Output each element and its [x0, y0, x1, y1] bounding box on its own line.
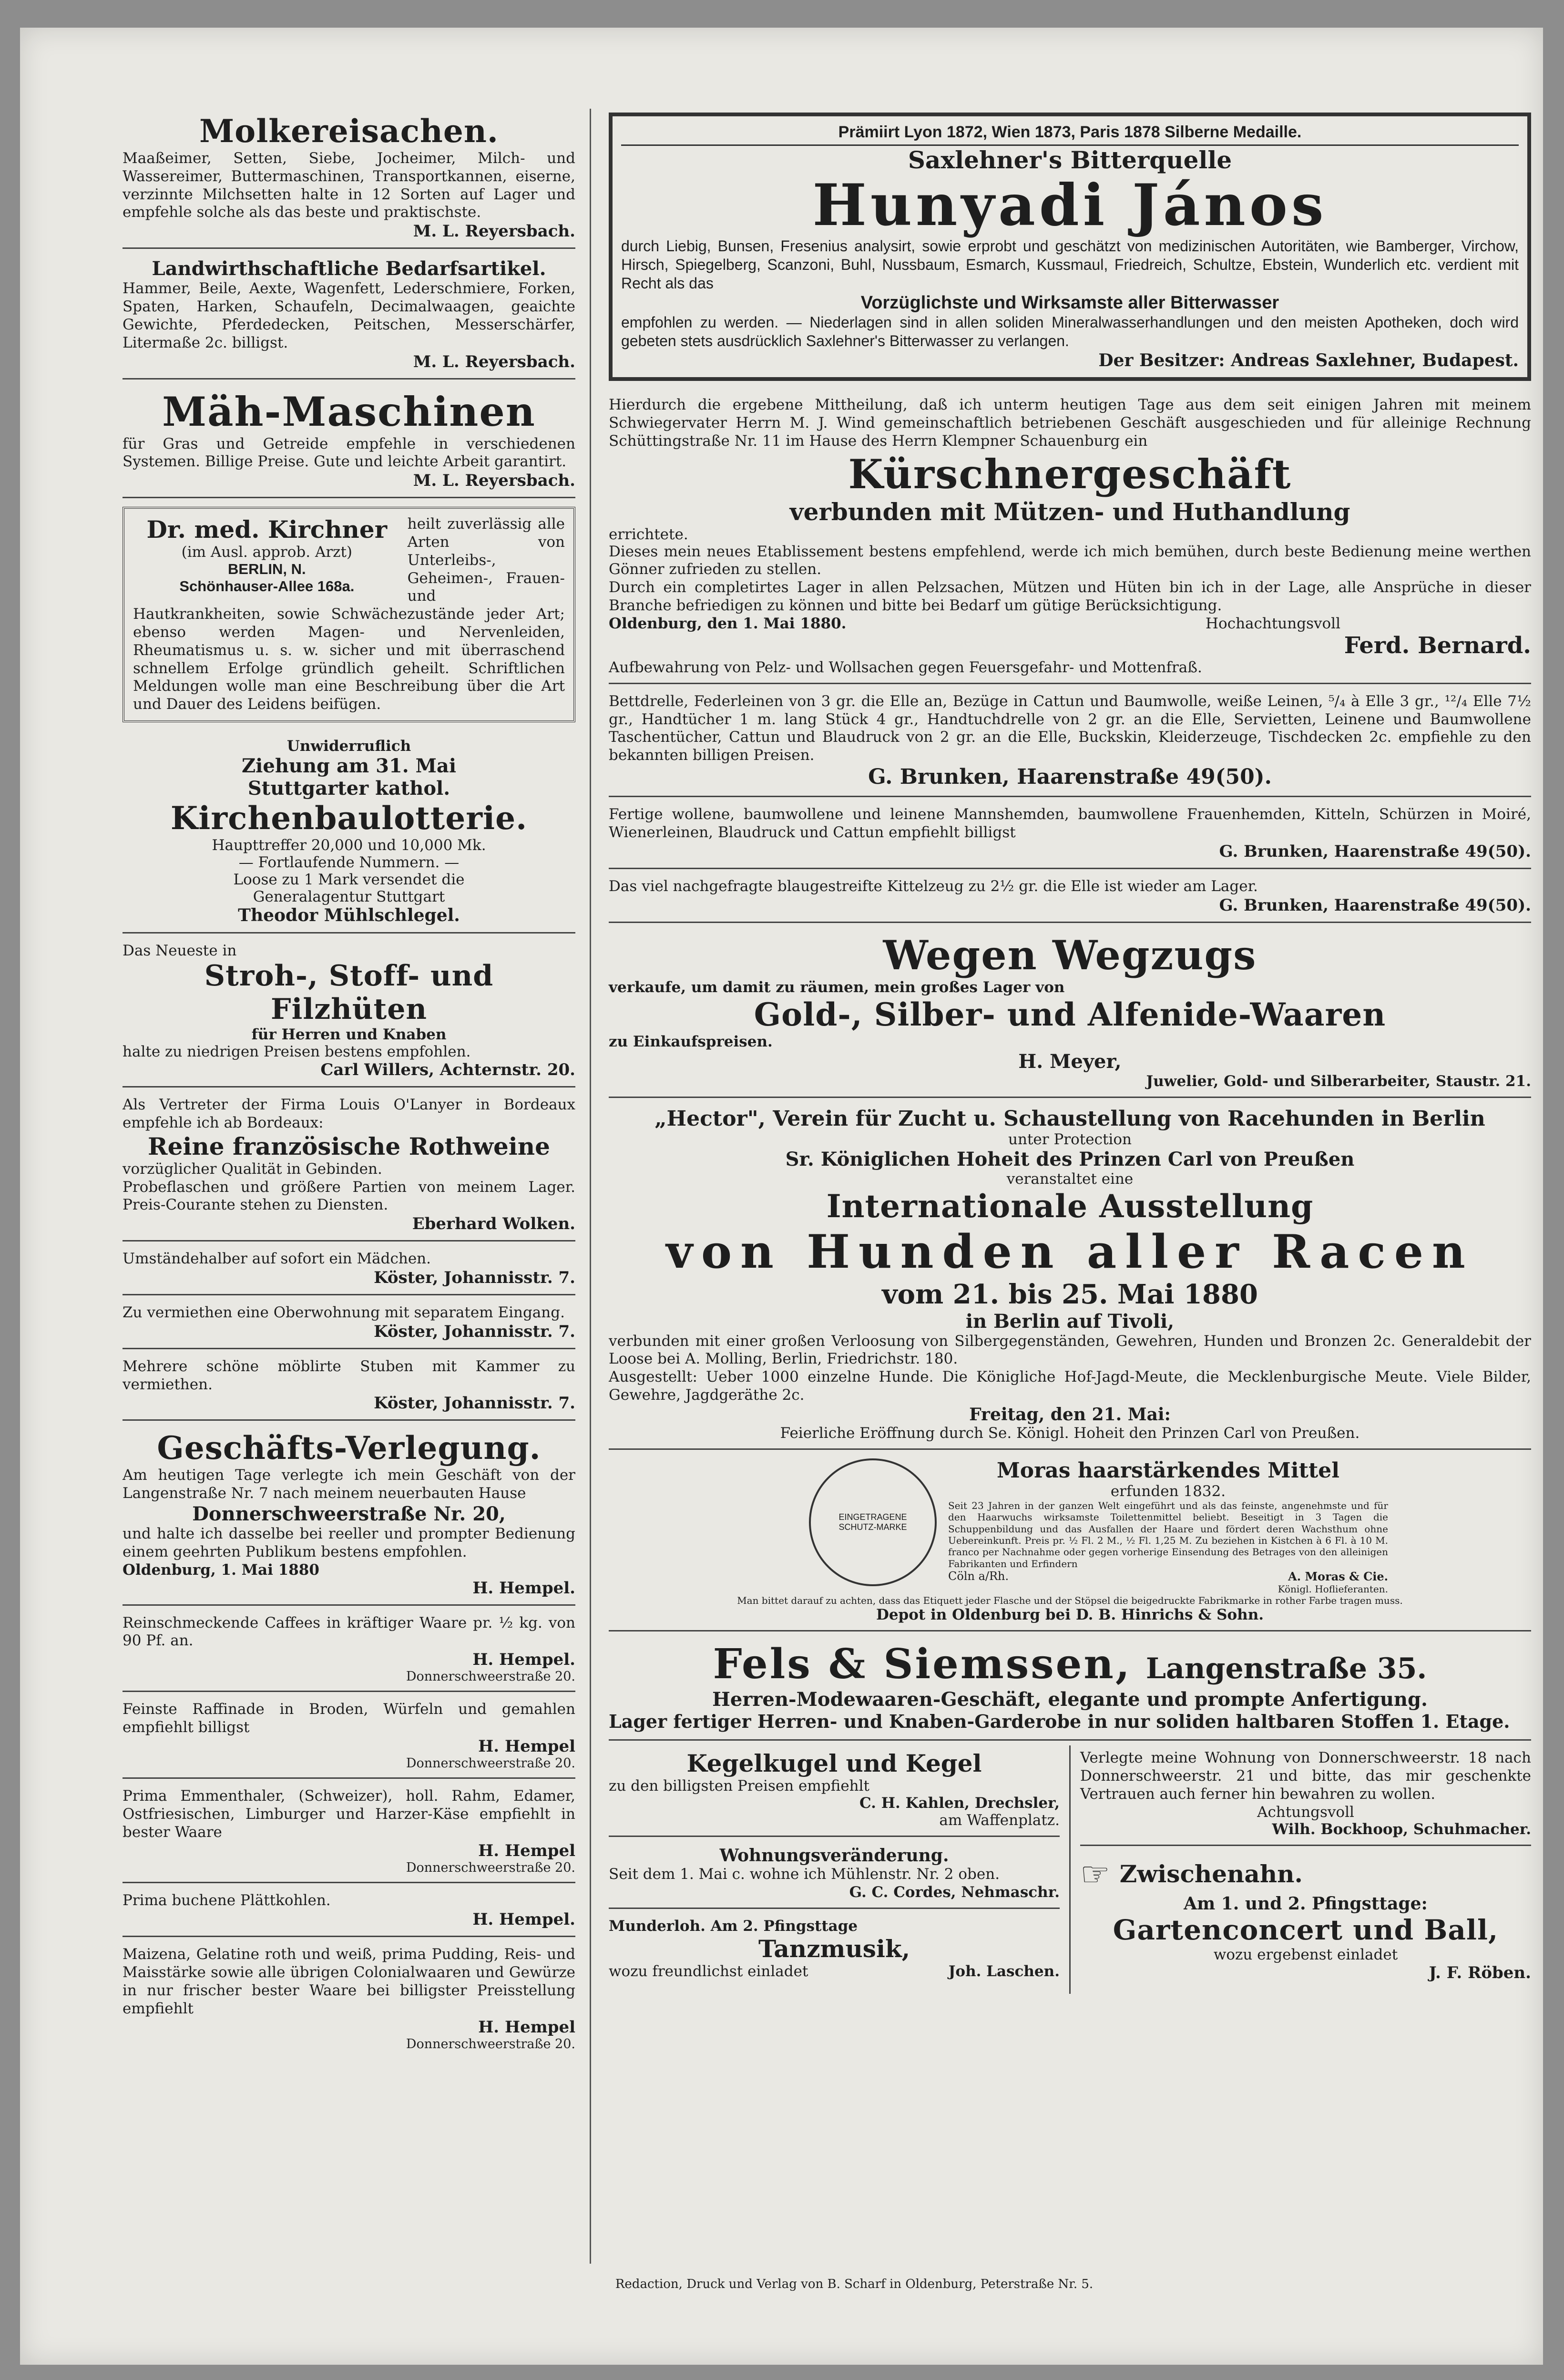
ad-title: Wohnungsveränderung.	[719, 1846, 949, 1866]
ad-line: verbunden mit einer großen Verloosung von Silbergegenständen, Gewehren, Hunden und Bronzen 2c. Generaldebit der Loose bei A. Molling, Berlin, Friedrichstr. 180.	[609, 1332, 1531, 1368]
ad-plaettkohlen	[123, 1888, 575, 1937]
ad-title: Landwirthschaftliche Bedarfsartikel.	[152, 257, 546, 280]
ad-address: am Waffenplatz.	[939, 1812, 1060, 1829]
ad-title: Zwischenahn.	[1119, 1860, 1303, 1888]
ad-signature: G. C. Cordes, Nehmaschr.	[849, 1884, 1060, 1901]
ad-name: H. Meyer,	[1018, 1050, 1122, 1073]
ad-kuerschner	[609, 392, 1531, 684]
ad-signature: M. L. Reyersbach.	[413, 471, 575, 491]
ad-line: Hierdurch die ergebene Mittheilung, daß ich unterm heutigen Tage aus dem seit einigen Jahren mit meinem Schwiegervater Herrn M. J. Wind gemeinschaftlich betriebenen Geschäft ausgeschieden und für alleinige Rechnung Schüttingstraße Nr. 11 im Hause des Herrn Klempner Schauenburg ein	[609, 396, 1531, 450]
ad-body: für Gras und Getreide empfehle in verschiedenen Systemen. Billige Preise. Gute und leichte Arbeit garantirt.	[123, 435, 575, 471]
ad-address: Donnerschweerstraße 20.	[406, 1755, 575, 1771]
ad-signature: M. L. Reyersbach.	[413, 352, 575, 371]
ad-line: Lager fertiger Herren- und Knaben-Garderobe in nur soliden haltbaren Stoffen 1. Etage.	[609, 1711, 1510, 1733]
ad-rothweine	[123, 1092, 575, 1241]
hunyadi-body: durch Liebig, Bunsen, Fresenius analysirt, sowie erprobt und geschätzt von medizinischen Autoritäten, wie Bamberger, Virchow, Hirsch, Spiegelberg, Scanzoni, Buhl, Nussbaum, Esmarch, Kussmaul, Friedreich, Schultze, Ebstein, Wunderlich etc. verdient mit Recht als das	[621, 237, 1519, 292]
lot-line: — Fortlaufende Nummern. —	[238, 854, 460, 872]
ad-line: veranstaltet eine	[1006, 1170, 1134, 1188]
ad-hute	[123, 938, 575, 1087]
ad-maizena	[123, 1942, 575, 2058]
ad-line: Das viel nachgefragte blaugestreifte Kittelzeug zu 2½ gr. die Elle ist wieder am Lager.	[609, 877, 1258, 895]
ad-kaese	[123, 1784, 575, 1883]
ad-address: Langenstraße 35.	[1145, 1652, 1427, 1686]
ad-kegel	[609, 1745, 1060, 1837]
column-divider	[590, 109, 591, 2264]
page-footer: Redaction, Druck und Verlag von B. Scharf in Oldenburg, Peterstraße Nr. 5.	[615, 2277, 1094, 2291]
moras-firm: A. Moras & Cie.	[1288, 1570, 1388, 1584]
moras-depot: Depot in Oldenburg bei D. B. Hinrichs & Sohn.	[876, 1606, 1264, 1624]
ad-signature: H. Hempel.	[472, 1578, 575, 1598]
ad-maeh-maschinen	[123, 384, 575, 499]
lot-line: Ziehung am 31. Mai	[241, 755, 457, 778]
ad-location: in Berlin auf Tivoli,	[965, 1310, 1175, 1333]
ad-line: Internationale Ausstellung	[826, 1187, 1314, 1225]
ad-title: von Hunden aller Racen	[666, 1224, 1474, 1279]
ad-signature: Carl Willers, Achternstr. 20.	[320, 1060, 575, 1080]
ad-line: Freitag, den 21. Mai:	[969, 1404, 1171, 1425]
newspaper-page	[20, 28, 1543, 2365]
hunyadi-subtitle: Saxlehner's Bitterquelle	[908, 146, 1232, 174]
pointing-hand-icon: ☞	[1080, 1854, 1110, 1894]
ad-line: „Hector", Verein für Zucht u. Schaustellung von Racehunden in Berlin	[654, 1106, 1485, 1131]
ad-caffees	[123, 1611, 575, 1693]
ad-address: Juwelier, Gold- und Silberarbeiter, Staustr. 21.	[1146, 1072, 1531, 1090]
ad-signature: M. L. Reyersbach.	[413, 222, 575, 241]
ad-signature: H. Hempel	[478, 2018, 575, 2037]
moras-title: Moras haarstärkendes Mittel	[997, 1458, 1339, 1483]
ad-line: Herren-Modewaaren-Geschäft, elegante und prompte Anfertigung.	[712, 1688, 1428, 1711]
ad-line: verkaufe, um damit zu räumen, mein großes Lager von	[609, 978, 1065, 996]
ad-zwischenahn	[1080, 1851, 1531, 1989]
ad-title: Molkereisachen.	[199, 113, 499, 150]
ad-verlegung	[123, 1426, 575, 1605]
lot-line: Stuttgarter kathol.	[247, 777, 450, 800]
ad-signature: Ferd. Bernard.	[1344, 632, 1531, 659]
ad-line: halte zu niedrigen Preisen bestens empfohlen.	[123, 1043, 471, 1061]
bottom-right	[1069, 1745, 1531, 1993]
ad-line: Umständehalber auf sofort ein Mädchen.	[123, 1250, 431, 1268]
ad-line: Am 1. und 2. Pfingsttage:	[1184, 1893, 1428, 1914]
ad-line: unter Protection	[1008, 1130, 1132, 1148]
ad-line: Maizena, Gelatine roth und weiß, prima Pudding, Reis- und Maisstärke sowie alle übrigen Colonialwaaren und Gewürze in nur frischer bester Waare bei billigster Preisstellung empfiehlt	[123, 1946, 575, 2017]
ad-fels	[609, 1636, 1531, 1741]
moras-body: Seit 23 Jahren in der ganzen Welt eingeführt und als das feinste, angenehmste und für den Haarwuchs wirksamste Toilettenmittel beliebt. Beseitigt in 3 Tagen die Schuppenbildung und das Ausfallen der Haare und fördert deren Wachsthum ohne Uebereinkunft. Preis pr. ½ Fl. 2 M., ½ Fl. 1,25 M. Zu beziehen in Kistchen à 6 Fl. à 10 M. franco per Nachnahme oder gegen vorherige Einsendung des Betrages von den alleinigen Fabrikanten und Erfindern	[948, 1499, 1388, 1570]
ad-signature: H. Hempel.	[472, 1910, 575, 1929]
ad-line: errichtete.	[609, 525, 688, 543]
moras-subtitle: erfunden 1832.	[1110, 1482, 1226, 1500]
ad-title: Kegelkugel und Kegel	[686, 1749, 982, 1778]
ad-line: zu Einkaufspreisen.	[609, 1033, 773, 1050]
trademark-emblem	[809, 1458, 937, 1586]
ad-signature: Köster, Johannisstr. 7.	[374, 1268, 575, 1287]
ad-munderloh	[609, 1914, 1060, 1987]
ad-brunken-2	[609, 802, 1531, 869]
ad-maedchen	[123, 1246, 575, 1295]
ad-title: Fels & Siemssen,	[713, 1640, 1132, 1689]
ad-line: Das Neueste in	[123, 942, 237, 960]
ad-dates: vom 21. bis 25. Mai 1880	[882, 1278, 1258, 1310]
doctor-address: Schönhauser-Allee 168a.	[179, 578, 355, 595]
ad-lotterie	[123, 734, 575, 934]
lot-line: Generalagentur Stuttgart	[253, 888, 445, 906]
ad-title: Kürschnergeschäft	[848, 450, 1292, 498]
moras-note: Man bittet darauf zu achten, dass das Etiquett jeder Flasche und der Stöpsel die beigedruckte Fabrikmarke in rother Farbe tragen muss.	[737, 1595, 1403, 1607]
ad-line: Feinste Raffinade in Broden, Würfeln und gemahlen empfiehlt billigst	[123, 1701, 575, 1736]
ad-event: Gartenconcert und Ball,	[1113, 1913, 1499, 1946]
ad-line: Aufbewahrung von Pelz- und Wollsachen gegen Feuersgefahr- und Mottenfraß.	[609, 658, 1202, 676]
ad-signature: H. Hempel.	[472, 1650, 575, 1670]
ad-greeting: Achtungsvoll	[1257, 1803, 1354, 1821]
ad-line: Dieses mein neues Etablissement bestens empfehlend, werde ich mich bemühen, durch beste Bedienung meine werthen Gönner zufrieden zu stellen.	[609, 543, 1531, 578]
lot-line: Haupttreffer 20,000 und 10,000 Mk.	[212, 837, 486, 854]
ad-line: wozu ergebenst einladet	[1213, 1946, 1398, 1963]
ad-kirchner	[123, 503, 575, 729]
ad-signature: Eberhard Wolken.	[412, 1214, 575, 1234]
hunyadi-claim: Vorzüglichste und Wirksamste aller Bitterwasser	[860, 293, 1279, 313]
ad-line: Reinschmeckende Caffees in kräftiger Waare pr. ½ kg. von 90 Pf. an.	[123, 1614, 575, 1650]
ad-title: Mäh-Maschinen	[162, 388, 536, 435]
ad-line: für Herren und Knaben	[251, 1026, 447, 1044]
ad-line: Seit dem 1. Mai c. wohne ich Mühlenstr. Nr. 2 oben.	[609, 1866, 1000, 1883]
ad-body: Hammer, Beile, Aexte, Wagenfett, Lederschmiere, Forken, Spaten, Harken, Schaufeln, Decimalwaagen, geaichte Gewichte, Pferdedecken, Peitschen, Messerschärfer, Litermaße 2c. billigst.	[123, 280, 575, 351]
lot-title: Kirchenbaulotterie.	[170, 800, 528, 837]
ad-moras	[609, 1455, 1531, 1631]
kirchner-box	[123, 507, 575, 722]
lot-signature: Theodor Mühlschlegel.	[238, 905, 460, 926]
hunyadi-awards: Prämiirt Lyon 1872, Wien 1873, Paris 1878 Silberne Medaille.	[621, 123, 1519, 146]
ad-signature: Wilh. Bockhoop, Schuhmacher.	[1272, 1820, 1531, 1838]
ad-molkerei	[123, 109, 575, 249]
ad-meyer	[609, 928, 1531, 1098]
ad-hector	[609, 1103, 1531, 1450]
ad-line: Als Vertreter der Firma Louis O'Lanyer in Bordeaux empfehle ich ab Bordeaux:	[123, 1096, 575, 1131]
ad-line: zu den billigsten Preisen empfiehlt	[609, 1777, 869, 1795]
ad-landwirth	[123, 254, 575, 379]
ad-greeting: Hochachtungsvoll	[1206, 615, 1340, 632]
ad-signature: G. Brunken, Haarenstraße 49(50).	[1219, 895, 1531, 915]
ad-subtitle: verbunden mit Mützen- und Huthandlung	[789, 497, 1350, 526]
ad-line: Durch ein completirtes Lager in allen Pelzsachen, Mützen und Hüten bin ich in der Lage, alle Ansprüche in dieser Branche befriedigen zu können und bitte bei Bedarf um gütige Berücksichtigung.	[609, 579, 1531, 615]
hunyadi-owner: Der Besitzer: Andreas Saxlehner, Budapest.	[1098, 350, 1519, 371]
emblem-text: EINGETRAGENE SCHUTZ-MARKE	[838, 1512, 907, 1532]
right-column	[609, 109, 1531, 1994]
ad-date: Oldenburg, den 1. Mai 1880.	[609, 615, 847, 632]
ad-wohnung	[609, 1842, 1060, 1909]
ad-brunken-3	[609, 874, 1531, 923]
hunyadi-box	[609, 113, 1531, 381]
ad-line: Sr. Königlichen Hoheit des Prinzen Carl von Preußen	[785, 1148, 1355, 1170]
ad-line: Probeflaschen und größere Partien von meinem Lager. Preis-Courante stehen zu Diensten.	[123, 1178, 575, 1214]
lot-line: Loose zu 1 Mark versendet die	[233, 871, 465, 889]
hunyadi-body: empfohlen zu werden. — Niederlagen sind in allen soliden Mineralwasserhandlungen und den meisten Apotheken, doch wird gebeten stets ausdrücklich Saxlehner's Bitterwasser zu verlangen.	[621, 314, 1519, 350]
ad-bockhoop	[1080, 1745, 1531, 1846]
doctor-city: BERLIN, N.	[228, 561, 306, 578]
ad-signature: J. F. Röben.	[1429, 1963, 1531, 1982]
ad-line: vorzüglicher Qualität in Gebinden.	[123, 1160, 382, 1178]
ad-address: Donnerschweerstraße 20.	[406, 2037, 575, 2052]
doctor-title: (im Ausl. approb. Arzt)	[181, 544, 353, 561]
ad-line: und halte ich dasselbe bei reeller und prompter Bedienung einem geehrten Publikum bestens empfohlen.	[123, 1525, 575, 1560]
ad-stuben	[123, 1354, 575, 1421]
ad-title: Reine französische Rothweine	[148, 1132, 550, 1160]
ad-signature: C. H. Kahlen, Drechsler,	[859, 1795, 1060, 1812]
ad-signature: Joh. Laschen.	[948, 1963, 1060, 1980]
ad-line: Feierliche Eröffnung durch Se. Königl. Hoheit den Prinzen Carl von Preußen.	[780, 1424, 1360, 1442]
ad-signature: H. Hempel	[478, 1841, 575, 1861]
doctor-name: Dr. med. Kirchner	[146, 515, 388, 544]
ad-line: Ausgestellt: Ueber 1000 einzelne Hunde. Die Königliche Hof-Jagd-Meute, die Mecklenburgische Meute. Viele Bilder, Gewehre, Jagdgeräthe 2c.	[609, 1368, 1531, 1404]
ad-signature: Köster, Johannisstr. 7.	[374, 1394, 575, 1413]
ad-title: Geschäfts-Verlegung.	[157, 1429, 541, 1467]
ad-body: Maaßeimer, Setten, Siebe, Jocheimer, Milch- und Wassereimer, Buttermaschinen, Transportkannen, eiserne, verzinnte Milchsetten halte in 12 Sorten auf Lager und empfehle solche als das beste und praktischste.	[123, 150, 575, 221]
doctor-body: Hautkrankheiten, sowie Schwächezustände jeder Art; ebenso werden Magen- und Nervenleiden, Rheumatismus u. s. w. sicher und mit überraschend schnellem Erfolge gründlich geheilt. Schriftlichen Meldungen wolle man eine Beschreibung über die Art und Dauer des Leidens beifügen.	[133, 605, 565, 713]
ad-title: Stroh-, Stoff- und Filzhüten	[204, 959, 494, 1026]
ad-raffinade	[123, 1697, 575, 1779]
ad-products: Gold-, Silber- und Alfenide-Waaren	[754, 995, 1386, 1033]
ad-line: Bettdrelle, Federleinen von 3 gr. die Elle an, Bezüge in Cattun und Baumwolle, weiße Leinen, ⁵/₄ à Elle 3 gr., ¹²/₄ Elle 7½ gr., Handtücher 1 m. lang Stück 4 gr., Handtuchdrelle von 2 gr. an die Elle, Servietten, Leinene und Baumwollene Taschentücher, Cattun und Blaudruck von 2 gr. an die Elle, Buckskin, Kleiderzeuge, Tischdecken 2c. empfiehle zu den bekannten billigen Preisen.	[609, 692, 1531, 764]
ad-title: Tanzmusik,	[758, 1935, 910, 1963]
lot-line: Unwiderruflich	[286, 738, 411, 755]
hunyadi-title: Hunyadi János	[812, 172, 1328, 239]
ad-signature: Köster, Johannisstr. 7.	[374, 1322, 575, 1341]
moras-firm-title: Königl. Hoflieferanten.	[1278, 1583, 1388, 1595]
ad-signature: H. Hempel	[478, 1736, 575, 1756]
ad-line: Am heutigen Tage verlegte ich mein Geschäft von der Langenstraße Nr. 7 nach meinem neuerbauten Hause	[123, 1467, 575, 1502]
bottom-split	[609, 1745, 1531, 1993]
doctor-side-text: heilt zuverlässig alle Arten von Unterleibs-, Geheimen-, Frauen- und	[407, 515, 565, 605]
moras-city: Cöln a/Rh.	[948, 1570, 1009, 1583]
ad-line: Zu vermiethen eine Oberwohnung mit separatem Eingang.	[123, 1303, 565, 1321]
ad-line: Fertige wollene, baumwollene und leinene Mannshemden, baumwollene Frauenhemden, Kitteln, Schürzen in Moiré, Wienerleinen, Blaudruck und Cattun empfiehlt billigst	[609, 806, 1531, 841]
ad-line: Verlegte meine Wohnung von Donnerschweerstr. 18 nach Donnerschweerstr. 21 und bitte, das mir geschenkte Vertrauen auch ferner hin bewahren zu wollen.	[1080, 1749, 1531, 1803]
left-column	[123, 109, 575, 2063]
ad-oberwohnung	[123, 1300, 575, 1349]
ad-brunken-1	[609, 689, 1531, 797]
ad-address: Donnerschweerstraße Nr. 20,	[192, 1503, 506, 1525]
ad-line: Mehrere schöne möblirte Stuben mit Kammer zu vermiethen.	[123, 1357, 575, 1393]
ad-signature: G. Brunken, Haarenstraße 49(50).	[1219, 841, 1531, 861]
ad-title: Wegen Wegzugs	[883, 931, 1257, 979]
ad-line: Prima Emmenthaler, (Schweizer), holl. Rahm, Edamer, Ostfriesischen, Limburger und Harzer-Käse empfiehlt in bester Waare	[123, 1787, 575, 1841]
ad-date: Oldenburg, 1. Mai 1880	[123, 1561, 319, 1579]
ad-address: Donnerschweerstraße 20.	[406, 1669, 575, 1684]
ad-hunyadi	[609, 109, 1531, 388]
ad-address: Donnerschweerstraße 20.	[406, 1860, 575, 1876]
ad-line: wozu freundlichst einladet	[609, 1963, 808, 1980]
ad-signature: G. Brunken, Haarenstraße 49(50).	[868, 765, 1272, 790]
bottom-left	[609, 1745, 1060, 1993]
ad-line: Prima buchene Plättkohlen.	[123, 1892, 331, 1909]
ad-line: Munderloh. Am 2. Pfingsttage	[609, 1918, 858, 1935]
